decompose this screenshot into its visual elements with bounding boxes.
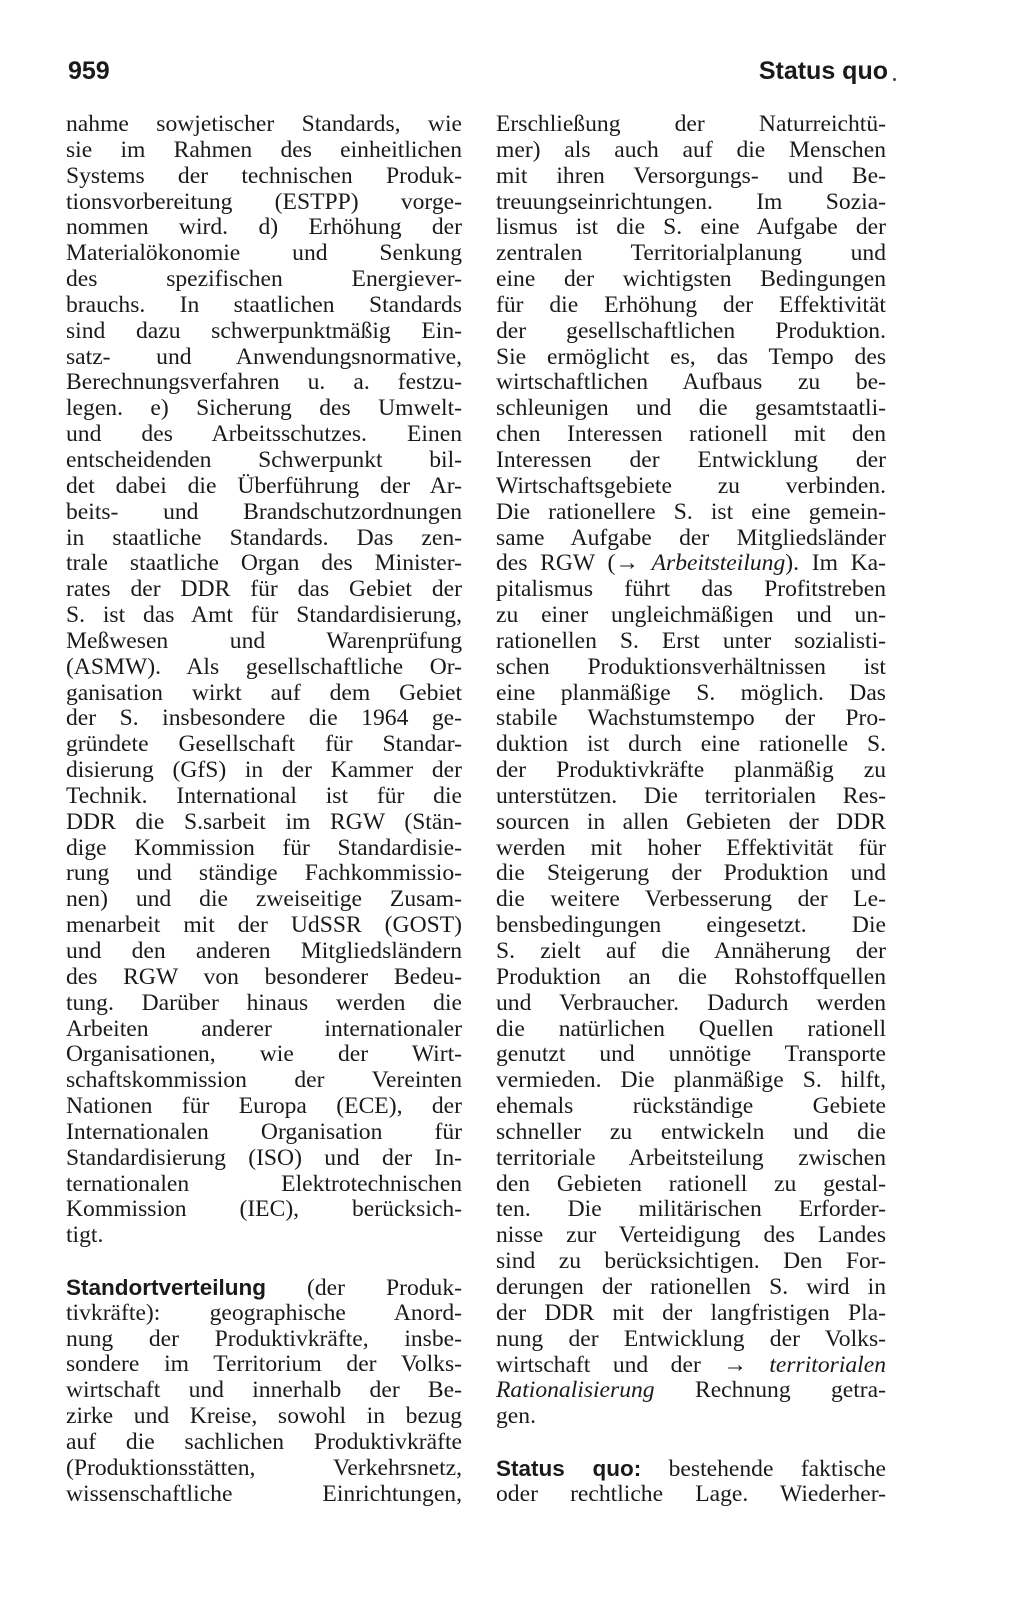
text-line: legen. e) Sicherung des Umwelt-	[66, 395, 462, 422]
text-line: (Produktionsstätten, Verkehrsnetz,	[66, 1454, 462, 1481]
cross-reference: Arbeitsteilung	[651, 550, 786, 577]
page-number: 959	[68, 57, 110, 85]
text-line: ten. Die militärischen Erforder-	[496, 1196, 886, 1223]
text-line: chen Interessen rationell mit den	[496, 421, 886, 448]
text-line: trale staatliche Organ des Minister-	[66, 550, 462, 577]
entry-status-quo	[496, 1456, 886, 1508]
text-line: Standardisierung (ISO) und der In-	[66, 1144, 462, 1171]
text-line: ternationalen Elektrotechnischen	[66, 1170, 462, 1197]
text-line: vermieden. Die planmäßige S. hilft,	[496, 1067, 886, 1094]
text-line	[496, 1456, 886, 1482]
text-line: sind zu berücksichtigen. Den For-	[496, 1248, 886, 1275]
text-line: Interessen der Entwicklung der	[496, 446, 886, 473]
text-line: ganisation wirkt auf dem Gebiet	[66, 679, 462, 706]
text-line: derungen der rationellen S. wird in	[496, 1273, 886, 1300]
text-line: rationellen S. Erst unter sozialisti-	[496, 627, 886, 654]
text-line: Erschließung der Naturreichtü-	[496, 111, 886, 137]
text-line: nahme sowjetischer Standards, wie	[66, 111, 462, 137]
text-line: Meßwesen und Warenprüfung	[66, 627, 462, 654]
text-line: territoriale Arbeitsteilung zwischen	[496, 1144, 886, 1171]
left-column	[66, 112, 462, 1508]
text-line	[66, 1275, 462, 1301]
text-line: nung der Produktivkräfte, insbe-	[66, 1325, 462, 1352]
text-line: tivkräfte): geographische Anord-	[66, 1299, 462, 1326]
text-line: zu einer ungleichmäßigen und un-	[496, 602, 886, 629]
text-line: und des Arbeitsschutzes. Einen	[66, 421, 462, 448]
text-line: Die rationellere S. ist eine gemein-	[496, 498, 886, 525]
text-line: wirtschaftlichen Aufbaus zu be-	[496, 369, 886, 396]
header-dot	[893, 78, 896, 81]
text-line	[496, 551, 886, 577]
text-line: Wirtschaftsgebiete zu verbinden.	[496, 472, 886, 499]
text-line: tung. Darüber hinaus werden die	[66, 989, 462, 1016]
text-line: nisse zur Verteidigung des Landes	[496, 1222, 886, 1249]
text-line: Sie ermöglicht es, das Tempo des	[496, 343, 886, 370]
text-line: brauchs. In staatlichen Standards	[66, 291, 462, 318]
text-line: mer) als auch auf die Menschen	[496, 136, 886, 163]
text-line: Technik. International ist für die	[66, 782, 462, 809]
text-line: rates der DDR für das Gebiet der	[66, 576, 462, 603]
text-line: Nationen für Europa (ECE), der	[66, 1093, 462, 1120]
text-line: des spezifischen Energiever-	[66, 266, 462, 293]
text-line: der DDR mit der langfristigen Pla-	[496, 1299, 886, 1326]
text-line: Materialökonomie und Senkung	[66, 240, 462, 267]
text-line: zirke und Kreise, sowohl in bezug	[66, 1403, 462, 1430]
text-line: sondere im Territorium der Volks-	[66, 1351, 462, 1378]
entry-first-line-rest: bestehende faktische	[641, 1455, 886, 1482]
text-line: schneller zu entwickeln und die	[496, 1118, 886, 1145]
text-line: Kommission (IEC), berücksich-	[66, 1196, 462, 1223]
text-line: zentralen Territorialplanung und	[496, 240, 886, 267]
entry-term: Status quo:	[496, 1455, 642, 1481]
text-line: des RGW von besonderer Bedeu-	[66, 963, 462, 990]
text-line: und den anderen Mitgliedsländern	[66, 938, 462, 964]
text-line: disierung (GfS) in der Kammer der	[66, 757, 462, 784]
text-line: wirtschaft und innerhalb der Be-	[66, 1377, 462, 1404]
cross-reference: Rationalisierung	[496, 1377, 655, 1404]
text-line: (ASMW). Als gesellschaftliche Or-	[66, 653, 462, 680]
text-line: unterstützen. Die territorialen Res-	[496, 782, 886, 809]
text-line: stabile Wachstumstempo der Pro-	[496, 705, 886, 732]
text-line: schaftskommission der Vereinten	[66, 1067, 462, 1094]
text-line: dige Kommission für Standardisie-	[66, 834, 462, 861]
text-line: entscheidenden Schwerpunkt bil-	[66, 446, 462, 473]
text-line: eine der wichtigsten Bedingungen	[496, 266, 886, 293]
entry-term: Standortverteilung	[66, 1274, 267, 1300]
text-line	[496, 1378, 886, 1404]
text-line	[496, 1353, 886, 1379]
text-line: nung der Entwicklung der Volks-	[496, 1325, 886, 1352]
entry-standortverteilung	[66, 1275, 462, 1508]
text-line: beits- und Brandschutzordnungen	[66, 498, 462, 525]
text-line: werden mit hoher Effektivität für	[496, 834, 886, 861]
text-line: same Aufgabe der Mitgliedsländer	[496, 524, 886, 551]
text-line: der gesellschaftlichen Produktion.	[496, 317, 886, 344]
text-line: duktion ist durch eine rationelle S.	[496, 731, 886, 758]
text-line: gen.	[496, 1403, 536, 1430]
text-line: sind dazu schwerpunktmäßig Ein-	[66, 317, 462, 344]
text-line: für die Erhöhung der Effektivität	[496, 291, 886, 318]
text-line: Systems der technischen Produk-	[66, 162, 462, 189]
text-line: die natürlichen Quellen rationell	[496, 1015, 886, 1042]
text-line: schen Produktionsverhältnissen ist	[496, 653, 886, 680]
ref-line-text: wirtschaft und der →	[496, 1351, 770, 1378]
text-line: und Verbraucher. Dadurch werden	[496, 989, 886, 1016]
text-line: S. ist das Amt für Standardisierung,	[66, 602, 462, 629]
ref-line-text: des RGW (→	[496, 550, 652, 577]
entry-first-line-rest: (der Produk-	[307, 1274, 462, 1301]
text-line: pitalismus führt das Profitstreben	[496, 576, 886, 603]
continuation-paragraph	[66, 112, 462, 1249]
text-line: treuungseinrichtungen. Im Sozia-	[496, 188, 886, 215]
ref-line-text: Rechnung getra-	[654, 1377, 886, 1404]
text-line: det dabei die Überführung der Ar-	[66, 472, 462, 499]
text-line: bensbedingungen eingesetzt. Die	[496, 912, 886, 939]
text-line: tionsvorbereitung (ESTPP) vorge-	[66, 188, 462, 215]
text-line: mit ihren Versorgungs- und Be-	[496, 162, 886, 189]
text-line: die weitere Verbesserung der Le-	[496, 886, 886, 913]
text-line: nen) und die zweiseitige Zusam-	[66, 886, 462, 913]
text-line: satz- und Anwendungsnormative,	[66, 343, 462, 370]
text-line: sourcen in allen Gebieten der DDR	[496, 808, 886, 835]
text-line: der S. insbesondere die 1964 ge-	[66, 705, 462, 732]
text-line: wissenschaftliche Einrichtungen,	[66, 1480, 462, 1507]
continuation-paragraph	[496, 112, 886, 1430]
text-line: genutzt und unnötige Transporte	[496, 1041, 886, 1068]
text-line: Produktion an die Rohstoffquellen	[496, 963, 886, 990]
text-line: Internationalen Organisation für	[66, 1118, 462, 1145]
text-line: S. zielt auf die Annäherung der	[496, 938, 886, 964]
text-line: menarbeit mit der UdSSR (GOST)	[66, 912, 462, 939]
text-line: auf die sachlichen Produktivkräfte	[66, 1428, 462, 1455]
cross-reference: territorialen	[769, 1351, 886, 1378]
text-line: Arbeiten anderer internationaler	[66, 1015, 462, 1042]
text-line: gründete Gesellschaft für Standar-	[66, 731, 462, 758]
text-line: der Produktivkräfte planmäßig zu	[496, 757, 886, 784]
text-line: sie im Rahmen des einheitlichen	[66, 136, 462, 163]
text-line: schleunigen und die gesamtstaatli-	[496, 395, 886, 422]
text-line: Organisationen, wie der Wirt-	[66, 1041, 462, 1068]
text-line: oder rechtliche Lage. Wiederher-	[496, 1480, 886, 1507]
text-line: eine planmäßige S. möglich. Das	[496, 679, 886, 706]
text-line: rung und ständige Fachkommissio-	[66, 860, 462, 887]
text-line: tigt.	[66, 1222, 104, 1249]
text-line: den Gebieten rationell zu gestal-	[496, 1170, 886, 1197]
text-line: in staatliche Standards. Das zen-	[66, 524, 462, 551]
text-line: nommen wird. d) Erhöhung der	[66, 214, 462, 241]
text-line: DDR die S.sarbeit im RGW (Stän-	[66, 808, 462, 835]
text-line: die Steigerung der Produktion und	[496, 860, 886, 887]
running-title: Status quo	[758, 57, 888, 85]
text-line: lismus ist die S. eine Aufgabe der	[496, 214, 886, 241]
text-line: ehemals rückständige Gebiete	[496, 1093, 886, 1120]
ref-line-text: ). Im Ka-	[785, 550, 886, 577]
right-column	[496, 112, 886, 1508]
text-line: Berechnungsverfahren u. a. festzu-	[66, 369, 462, 396]
